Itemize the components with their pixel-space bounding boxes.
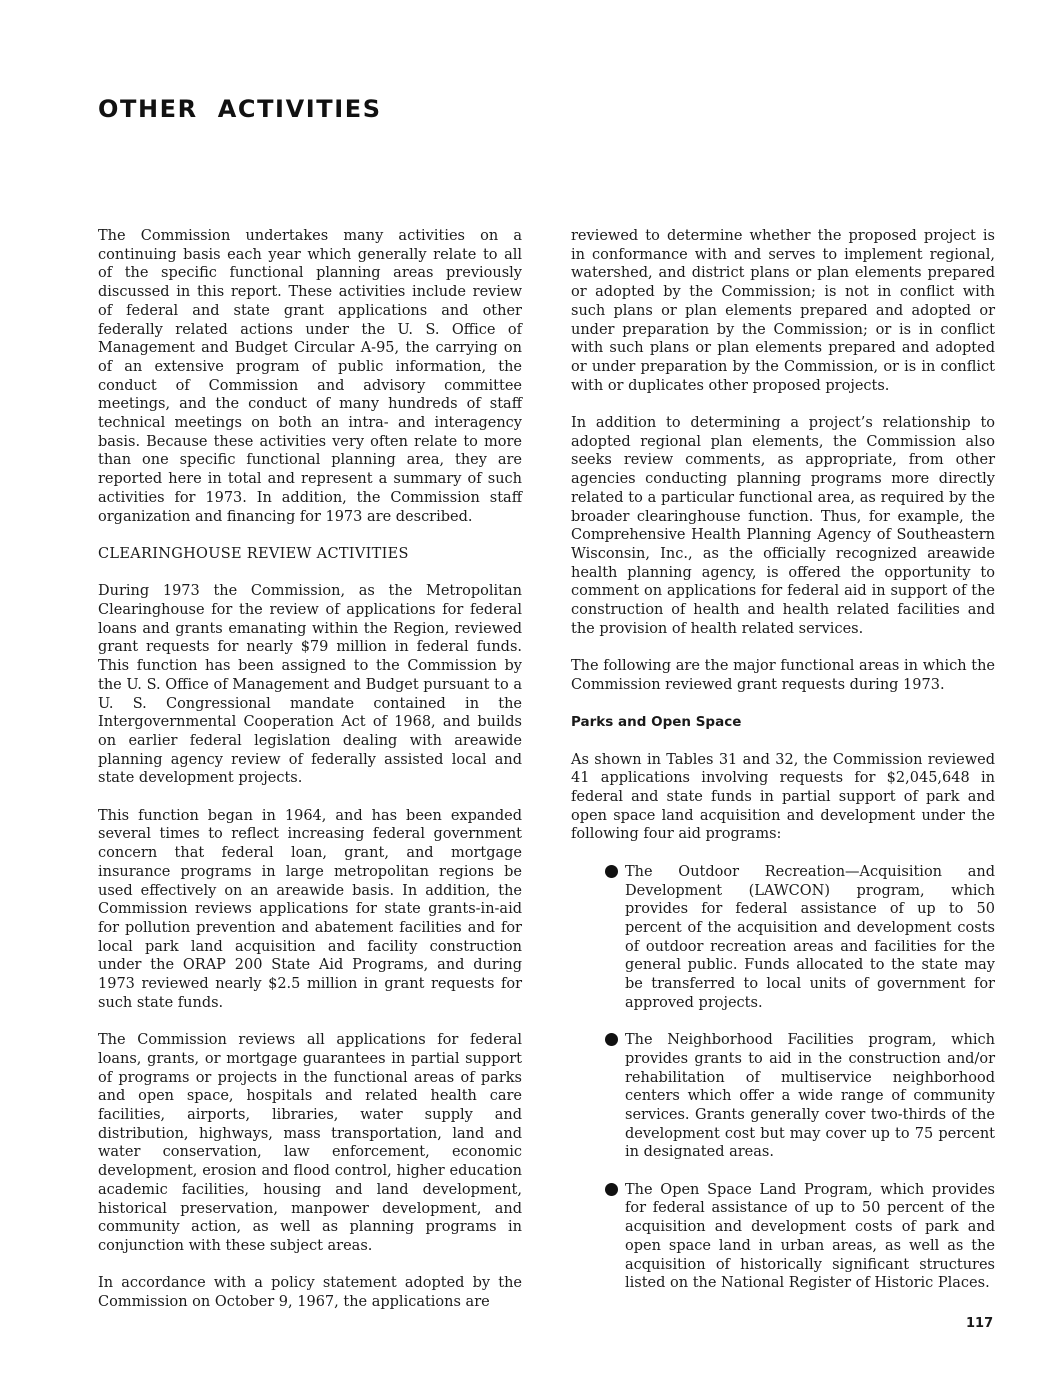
list-item-text: The Outdoor Recreation—Acquisition and Development (LAWCON) program, which provides for federal assistance of up to 50 percent of the acquisition and development costs of outdoor recreation areas and facilities for the general public. Funds allocated to the state may be transferred to local units of government for approved projects.: [625, 863, 995, 1011]
sub-heading-parks: Parks and Open Space: [571, 714, 742, 731]
paragraph: As shown in Tables 31 and 32, the Commission reviewed 41 applications involving requests for $2,045,648 in federal and state funds in partial support of park and open space land acquisition and development under the following four aid programs:: [571, 751, 995, 843]
list-item-text: The Open Space Land Program, which provides for federal assistance of up to 50 percent of the acquisition and development costs of park and open space land in urban areas, as well as the acquisition of historically significant structures listed on the National Register of Historic Places.: [625, 1181, 995, 1292]
bullet-icon: [605, 1033, 618, 1046]
paragraph: The following are the major functional areas in which the Commission reviewed grant requests during 1973.: [571, 658, 995, 693]
list-item: [625, 1181, 995, 1293]
paragraph: During 1973 the Commission, as the Metropolitan Clearinghouse for the review of applications for federal loans and grants emanating within the Region, reviewed grant requests for nearly $79 million in federal funds. This function has been assigned to the Commission by the U. S. Office of Management and Budget pursuant to a U. S. Congressional mandate contained in the Intergovernmental Cooperation Act of 1968, and builds on earlier federal legislation dealing with areawide planning agency review of federally assisted local and state development projects.: [98, 583, 522, 787]
aid-program-list: [571, 863, 995, 1293]
page-number: 117: [966, 1316, 994, 1331]
page-title: OTHER ACTIVITIES: [98, 95, 382, 123]
intro-paragraph: The Commission undertakes many activities on a continuing basis each year which generally relate to all of the specific functional planning areas previously discussed in this report. These activities include review of federal and state grant applications and other federally related actions under the U. S. Office of Management and Budget Circular A-95, the carrying on of an extensive program of public information, the conduct of Commission and advisory committee meetings, and the conduct of many hundreds of staff technical meetings on both an intra- and interagency basis. Because these activities very often relate to more than one specific functional planning area, they are reported here in total and represent a summary of such activities for 1973. In addition, the Commission staff organization and financing for 1973 are described.: [98, 228, 522, 525]
section-heading-clearinghouse: CLEARINGHOUSE REVIEW ACTIVITIES: [98, 545, 409, 562]
paragraph: The Commission reviews all applications for federal loans, grants, or mortgage guarantees in partial support of programs or projects in the functional areas of parks and open space, hospitals and related health care facilities, airports, libraries, water supply and distribution, highways, mass transportation, land and water conservation, law enforcement, economic development, erosion and flood control, higher education academic facilities, housing and land development, historical preservation, manpower development, and community action, as well as planning programs in conjunction with these subject areas.: [98, 1032, 522, 1254]
paragraph: reviewed to determine whether the proposed project is in conformance with and serves to implement regional, watershed, and district plans or plan elements prepared or adopted by the Commission; is not in conflict with such plans or plan elements prepared and adopted or under preparation by the Commission; or is in conflict with such plans or plan elements prepared and adopted or under preparation by the Commission, or is in conflict with or duplicates other proposed projects.: [571, 228, 995, 394]
paragraph: In accordance with a policy statement adopted by the Commission on October 9, 1967, the applications are: [98, 1275, 522, 1310]
list-item: [625, 863, 995, 1013]
bullet-icon: [605, 1183, 618, 1196]
left-column: [98, 227, 522, 1330]
right-column: [571, 227, 995, 1312]
paragraph: In addition to determining a project’s relationship to adopted regional plan elements, the Commission also seeks review comments, as appropriate, from other agencies conducting planning programs more directly related to a particular functional area, as required by the broader clearinghouse function. Thus, for example, the Comprehensive Health Planning Agency of Southeastern Wisconsin, Inc., as the officially recognized areawide health planning agency, is offered the opportunity to comment on applications for federal aid in support of the construction of health and health related facilities and the provision of health related services.: [571, 415, 995, 637]
list-item-text: The Neighborhood Facilities program, which provides grants to aid in the construction and/or rehabilitation of multiservice neighborhood centers which offer a wide range of community services. Grants generally cover two-thirds of the development cost but may cover up to 75 percent in designated areas.: [625, 1032, 995, 1161]
list-item: [625, 1031, 995, 1162]
paragraph: This function began in 1964, and has been expanded several times to reflect increasing federal government concern that federal loan, grant, and mortgage insurance programs in large metropolitan regions be used effectively on an areawide basis. In addition, the Commission reviews applications for state grants-in-aid for pollution prevention and abatement facilities and for local park land acquisition and facility construction under the ORAP 200 State Aid Programs, and during 1973 reviewed nearly $2.5 million in grant requests for such state funds.: [98, 807, 522, 1011]
bullet-icon: [605, 865, 618, 878]
